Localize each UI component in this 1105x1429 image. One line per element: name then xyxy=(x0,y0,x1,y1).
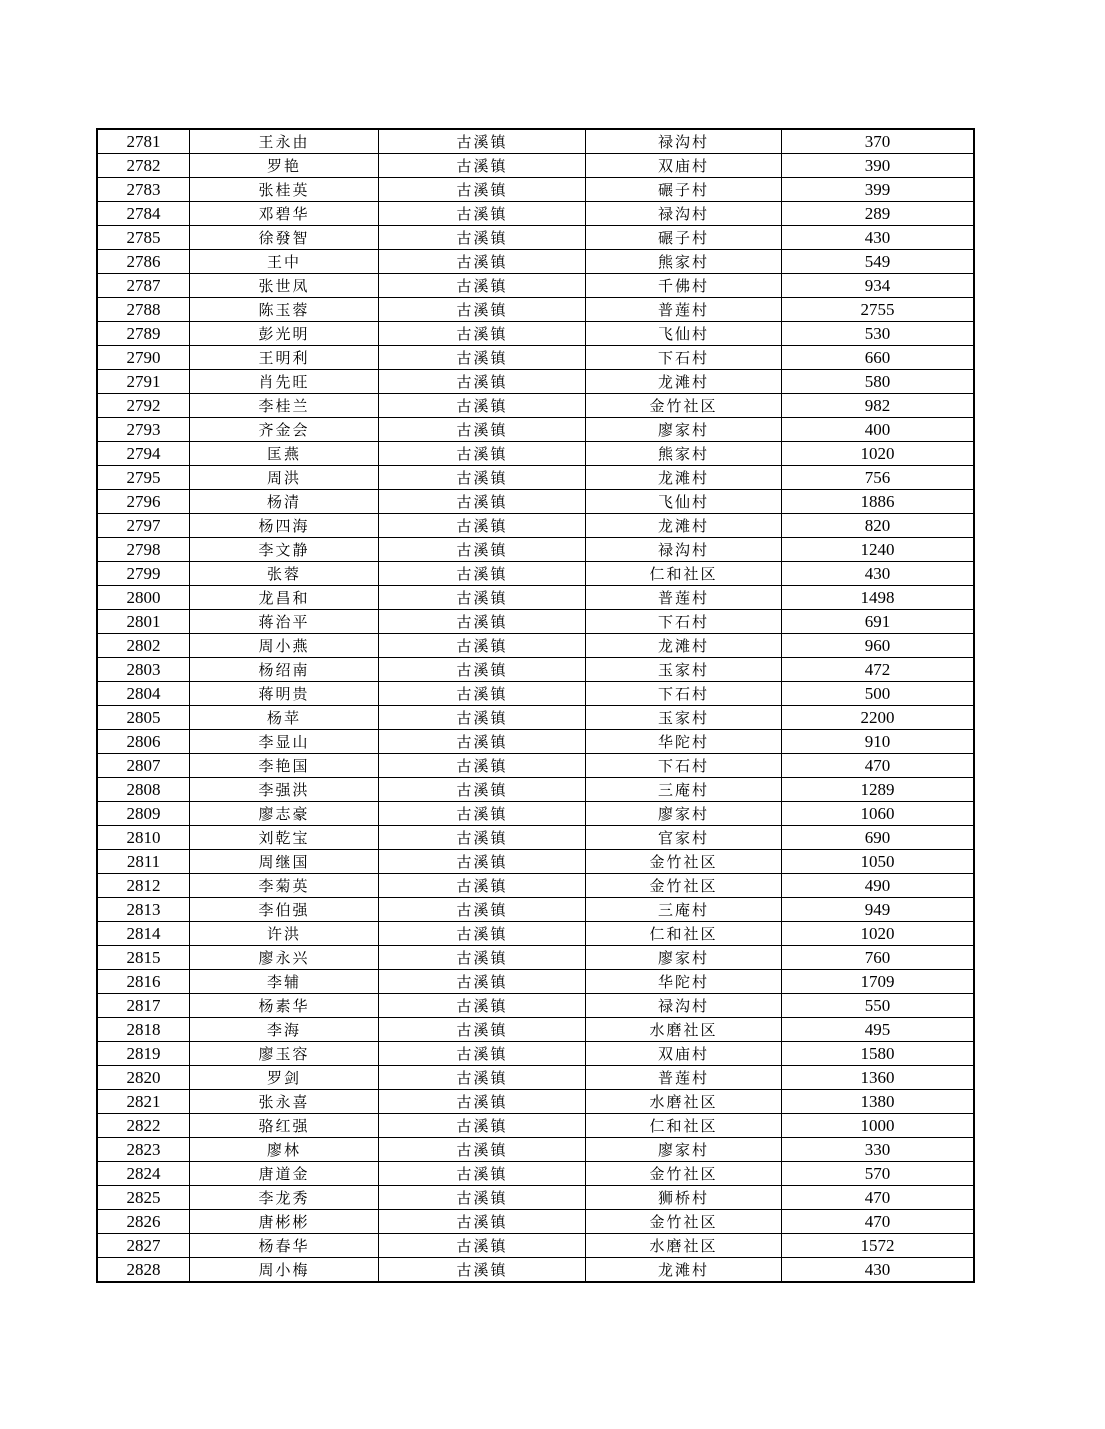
table-row xyxy=(98,130,974,154)
amount-cell: 470 xyxy=(782,1210,974,1234)
village-cell: 龙滩村 xyxy=(586,514,782,538)
name-cell: 张蓉 xyxy=(190,562,379,586)
name-cell: 李艳国 xyxy=(190,754,379,778)
name-cell: 李辅 xyxy=(190,970,379,994)
village-cell: 金竹社区 xyxy=(586,1210,782,1234)
village-cell: 华陀村 xyxy=(586,730,782,754)
town-cell: 古溪镇 xyxy=(379,826,586,850)
name-cell: 杨春华 xyxy=(190,1234,379,1258)
village-cell: 玉家村 xyxy=(586,658,782,682)
name-cell: 周小梅 xyxy=(190,1258,379,1282)
village-cell: 龙滩村 xyxy=(586,634,782,658)
amount-cell: 430 xyxy=(782,226,974,250)
village-cell: 三庵村 xyxy=(586,898,782,922)
village-cell: 华陀村 xyxy=(586,970,782,994)
row-number-cell: 2788 xyxy=(98,298,190,322)
town-cell: 古溪镇 xyxy=(379,226,586,250)
name-cell: 彭光明 xyxy=(190,322,379,346)
amount-cell: 370 xyxy=(782,130,974,154)
town-cell: 古溪镇 xyxy=(379,178,586,202)
name-cell: 李龙秀 xyxy=(190,1186,379,1210)
amount-cell: 1380 xyxy=(782,1090,974,1114)
village-cell: 禄沟村 xyxy=(586,130,782,154)
row-number-cell: 2816 xyxy=(98,970,190,994)
village-cell: 熊家村 xyxy=(586,442,782,466)
amount-cell: 2200 xyxy=(782,706,974,730)
table-row xyxy=(98,658,974,682)
table-row xyxy=(98,706,974,730)
village-cell: 金竹社区 xyxy=(586,850,782,874)
town-cell: 古溪镇 xyxy=(379,1066,586,1090)
town-cell: 古溪镇 xyxy=(379,706,586,730)
table-row xyxy=(98,1234,974,1258)
town-cell: 古溪镇 xyxy=(379,490,586,514)
amount-cell: 934 xyxy=(782,274,974,298)
table-row xyxy=(98,346,974,370)
name-cell: 周洪 xyxy=(190,466,379,490)
row-number-cell: 2797 xyxy=(98,514,190,538)
town-cell: 古溪镇 xyxy=(379,658,586,682)
table-row xyxy=(98,802,974,826)
amount-cell: 1498 xyxy=(782,586,974,610)
village-cell: 金竹社区 xyxy=(586,1162,782,1186)
town-cell: 古溪镇 xyxy=(379,874,586,898)
amount-cell: 430 xyxy=(782,1258,974,1282)
town-cell: 古溪镇 xyxy=(379,1018,586,1042)
village-cell: 狮桥村 xyxy=(586,1186,782,1210)
town-cell: 古溪镇 xyxy=(379,322,586,346)
amount-cell: 2755 xyxy=(782,298,974,322)
table-row xyxy=(98,1210,974,1234)
table-body xyxy=(98,130,974,1282)
table-row xyxy=(98,418,974,442)
amount-cell: 1000 xyxy=(782,1114,974,1138)
village-cell: 龙滩村 xyxy=(586,370,782,394)
amount-cell: 470 xyxy=(782,1186,974,1210)
town-cell: 古溪镇 xyxy=(379,1162,586,1186)
name-cell: 邓碧华 xyxy=(190,202,379,226)
town-cell: 古溪镇 xyxy=(379,130,586,154)
village-cell: 廖家村 xyxy=(586,946,782,970)
name-cell: 杨苹 xyxy=(190,706,379,730)
name-cell: 骆红强 xyxy=(190,1114,379,1138)
name-cell: 徐發智 xyxy=(190,226,379,250)
row-number-cell: 2825 xyxy=(98,1186,190,1210)
amount-cell: 550 xyxy=(782,994,974,1018)
town-cell: 古溪镇 xyxy=(379,562,586,586)
village-cell: 廖家村 xyxy=(586,802,782,826)
amount-cell: 1886 xyxy=(782,490,974,514)
row-number-cell: 2822 xyxy=(98,1114,190,1138)
amount-cell: 690 xyxy=(782,826,974,850)
village-cell: 双庙村 xyxy=(586,1042,782,1066)
village-cell: 飞仙村 xyxy=(586,322,782,346)
row-number-cell: 2792 xyxy=(98,394,190,418)
row-number-cell: 2787 xyxy=(98,274,190,298)
table-row xyxy=(98,850,974,874)
row-number-cell: 2802 xyxy=(98,634,190,658)
village-cell: 廖家村 xyxy=(586,1138,782,1162)
name-cell: 李文静 xyxy=(190,538,379,562)
town-cell: 古溪镇 xyxy=(379,370,586,394)
amount-cell: 470 xyxy=(782,754,974,778)
town-cell: 古溪镇 xyxy=(379,250,586,274)
name-cell: 杨绍南 xyxy=(190,658,379,682)
amount-cell: 495 xyxy=(782,1018,974,1042)
amount-cell: 1050 xyxy=(782,850,974,874)
amount-cell: 1020 xyxy=(782,442,974,466)
village-cell: 飞仙村 xyxy=(586,490,782,514)
table-row xyxy=(98,778,974,802)
row-number-cell: 2782 xyxy=(98,154,190,178)
name-cell: 张永喜 xyxy=(190,1090,379,1114)
table-row xyxy=(98,874,974,898)
table-row xyxy=(98,1114,974,1138)
name-cell: 李桂兰 xyxy=(190,394,379,418)
amount-cell: 580 xyxy=(782,370,974,394)
amount-cell: 500 xyxy=(782,682,974,706)
row-number-cell: 2808 xyxy=(98,778,190,802)
table-row xyxy=(98,274,974,298)
name-cell: 李强洪 xyxy=(190,778,379,802)
village-cell: 普莲村 xyxy=(586,586,782,610)
table-row xyxy=(98,394,974,418)
amount-cell: 1580 xyxy=(782,1042,974,1066)
table-row xyxy=(98,1090,974,1114)
row-number-cell: 2820 xyxy=(98,1066,190,1090)
amount-cell: 549 xyxy=(782,250,974,274)
row-number-cell: 2817 xyxy=(98,994,190,1018)
town-cell: 古溪镇 xyxy=(379,850,586,874)
amount-cell: 949 xyxy=(782,898,974,922)
name-cell: 王中 xyxy=(190,250,379,274)
town-cell: 古溪镇 xyxy=(379,610,586,634)
town-cell: 古溪镇 xyxy=(379,274,586,298)
amount-cell: 1289 xyxy=(782,778,974,802)
amount-cell: 570 xyxy=(782,1162,974,1186)
row-number-cell: 2783 xyxy=(98,178,190,202)
table-row xyxy=(98,370,974,394)
name-cell: 许洪 xyxy=(190,922,379,946)
table-row xyxy=(98,730,974,754)
town-cell: 古溪镇 xyxy=(379,778,586,802)
amount-cell: 982 xyxy=(782,394,974,418)
amount-cell: 660 xyxy=(782,346,974,370)
village-cell: 三庵村 xyxy=(586,778,782,802)
row-number-cell: 2799 xyxy=(98,562,190,586)
table-row xyxy=(98,1066,974,1090)
name-cell: 匡燕 xyxy=(190,442,379,466)
table-row xyxy=(98,562,974,586)
town-cell: 古溪镇 xyxy=(379,802,586,826)
row-number-cell: 2793 xyxy=(98,418,190,442)
amount-cell: 691 xyxy=(782,610,974,634)
town-cell: 古溪镇 xyxy=(379,202,586,226)
table-row xyxy=(98,466,974,490)
table-row xyxy=(98,946,974,970)
table-row xyxy=(98,922,974,946)
table-row xyxy=(98,1162,974,1186)
amount-cell: 1709 xyxy=(782,970,974,994)
row-number-cell: 2804 xyxy=(98,682,190,706)
row-number-cell: 2794 xyxy=(98,442,190,466)
village-cell: 龙滩村 xyxy=(586,1258,782,1282)
table-row xyxy=(98,322,974,346)
village-cell: 禄沟村 xyxy=(586,202,782,226)
name-cell: 罗剑 xyxy=(190,1066,379,1090)
table-row xyxy=(98,1042,974,1066)
amount-cell: 330 xyxy=(782,1138,974,1162)
amount-cell: 960 xyxy=(782,634,974,658)
row-number-cell: 2810 xyxy=(98,826,190,850)
row-number-cell: 2813 xyxy=(98,898,190,922)
town-cell: 古溪镇 xyxy=(379,442,586,466)
village-cell: 水磨社区 xyxy=(586,1234,782,1258)
village-cell: 双庙村 xyxy=(586,154,782,178)
row-number-cell: 2827 xyxy=(98,1234,190,1258)
village-cell: 廖家村 xyxy=(586,418,782,442)
name-cell: 杨清 xyxy=(190,490,379,514)
table-row xyxy=(98,538,974,562)
row-number-cell: 2821 xyxy=(98,1090,190,1114)
village-cell: 龙滩村 xyxy=(586,466,782,490)
name-cell: 王永由 xyxy=(190,130,379,154)
town-cell: 古溪镇 xyxy=(379,898,586,922)
village-cell: 禄沟村 xyxy=(586,994,782,1018)
row-number-cell: 2814 xyxy=(98,922,190,946)
town-cell: 古溪镇 xyxy=(379,634,586,658)
row-number-cell: 2796 xyxy=(98,490,190,514)
town-cell: 古溪镇 xyxy=(379,298,586,322)
row-number-cell: 2784 xyxy=(98,202,190,226)
table-row xyxy=(98,1138,974,1162)
amount-cell: 530 xyxy=(782,322,974,346)
row-number-cell: 2824 xyxy=(98,1162,190,1186)
village-cell: 水磨社区 xyxy=(586,1018,782,1042)
village-cell: 仁和社区 xyxy=(586,922,782,946)
name-cell: 杨四海 xyxy=(190,514,379,538)
name-cell: 龙昌和 xyxy=(190,586,379,610)
table-row xyxy=(98,202,974,226)
data-table xyxy=(97,129,974,1282)
row-number-cell: 2828 xyxy=(98,1258,190,1282)
town-cell: 古溪镇 xyxy=(379,730,586,754)
village-cell: 千佛村 xyxy=(586,274,782,298)
table-row xyxy=(98,994,974,1018)
town-cell: 古溪镇 xyxy=(379,970,586,994)
table-row xyxy=(98,178,974,202)
name-cell: 陈玉蓉 xyxy=(190,298,379,322)
town-cell: 古溪镇 xyxy=(379,682,586,706)
table-row xyxy=(98,634,974,658)
name-cell: 齐金会 xyxy=(190,418,379,442)
name-cell: 唐道金 xyxy=(190,1162,379,1186)
name-cell: 李伯强 xyxy=(190,898,379,922)
town-cell: 古溪镇 xyxy=(379,994,586,1018)
table-row xyxy=(98,490,974,514)
town-cell: 古溪镇 xyxy=(379,946,586,970)
table-row xyxy=(98,898,974,922)
row-number-cell: 2801 xyxy=(98,610,190,634)
name-cell: 肖先旺 xyxy=(190,370,379,394)
name-cell: 周继国 xyxy=(190,850,379,874)
village-cell: 下石村 xyxy=(586,346,782,370)
amount-cell: 400 xyxy=(782,418,974,442)
row-number-cell: 2812 xyxy=(98,874,190,898)
row-number-cell: 2786 xyxy=(98,250,190,274)
table-row xyxy=(98,610,974,634)
amount-cell: 756 xyxy=(782,466,974,490)
village-cell: 金竹社区 xyxy=(586,394,782,418)
row-number-cell: 2803 xyxy=(98,658,190,682)
village-cell: 熊家村 xyxy=(586,250,782,274)
row-number-cell: 2826 xyxy=(98,1210,190,1234)
town-cell: 古溪镇 xyxy=(379,754,586,778)
amount-cell: 1020 xyxy=(782,922,974,946)
village-cell: 玉家村 xyxy=(586,706,782,730)
name-cell: 廖玉容 xyxy=(190,1042,379,1066)
town-cell: 古溪镇 xyxy=(379,586,586,610)
table-row xyxy=(98,226,974,250)
table-row xyxy=(98,1018,974,1042)
row-number-cell: 2818 xyxy=(98,1018,190,1042)
town-cell: 古溪镇 xyxy=(379,1186,586,1210)
table-row xyxy=(98,826,974,850)
table-row xyxy=(98,1186,974,1210)
town-cell: 古溪镇 xyxy=(379,1090,586,1114)
village-cell: 金竹社区 xyxy=(586,874,782,898)
town-cell: 古溪镇 xyxy=(379,1210,586,1234)
amount-cell: 390 xyxy=(782,154,974,178)
town-cell: 古溪镇 xyxy=(379,1138,586,1162)
name-cell: 李海 xyxy=(190,1018,379,1042)
row-number-cell: 2791 xyxy=(98,370,190,394)
name-cell: 李显山 xyxy=(190,730,379,754)
town-cell: 古溪镇 xyxy=(379,346,586,370)
table-row xyxy=(98,682,974,706)
table-row xyxy=(98,442,974,466)
row-number-cell: 2811 xyxy=(98,850,190,874)
amount-cell: 289 xyxy=(782,202,974,226)
name-cell: 罗艳 xyxy=(190,154,379,178)
amount-cell: 1572 xyxy=(782,1234,974,1258)
town-cell: 古溪镇 xyxy=(379,466,586,490)
row-number-cell: 2809 xyxy=(98,802,190,826)
table-row xyxy=(98,1258,974,1282)
town-cell: 古溪镇 xyxy=(379,1258,586,1282)
village-cell: 仁和社区 xyxy=(586,562,782,586)
town-cell: 古溪镇 xyxy=(379,1114,586,1138)
amount-cell: 1360 xyxy=(782,1066,974,1090)
town-cell: 古溪镇 xyxy=(379,394,586,418)
row-number-cell: 2790 xyxy=(98,346,190,370)
town-cell: 古溪镇 xyxy=(379,514,586,538)
village-cell: 禄沟村 xyxy=(586,538,782,562)
name-cell: 杨素华 xyxy=(190,994,379,1018)
table-row xyxy=(98,970,974,994)
table-row xyxy=(98,514,974,538)
village-cell: 普莲村 xyxy=(586,1066,782,1090)
name-cell: 蒋明贵 xyxy=(190,682,379,706)
row-number-cell: 2785 xyxy=(98,226,190,250)
village-cell: 下石村 xyxy=(586,610,782,634)
row-number-cell: 2800 xyxy=(98,586,190,610)
amount-cell: 472 xyxy=(782,658,974,682)
name-cell: 张桂英 xyxy=(190,178,379,202)
table-row xyxy=(98,154,974,178)
row-number-cell: 2806 xyxy=(98,730,190,754)
name-cell: 廖林 xyxy=(190,1138,379,1162)
row-number-cell: 2823 xyxy=(98,1138,190,1162)
amount-cell: 820 xyxy=(782,514,974,538)
row-number-cell: 2798 xyxy=(98,538,190,562)
amount-cell: 430 xyxy=(782,562,974,586)
amount-cell: 760 xyxy=(782,946,974,970)
row-number-cell: 2815 xyxy=(98,946,190,970)
amount-cell: 490 xyxy=(782,874,974,898)
name-cell: 刘乾宝 xyxy=(190,826,379,850)
name-cell: 廖永兴 xyxy=(190,946,379,970)
town-cell: 古溪镇 xyxy=(379,1234,586,1258)
name-cell: 李菊英 xyxy=(190,874,379,898)
amount-cell: 1060 xyxy=(782,802,974,826)
town-cell: 古溪镇 xyxy=(379,538,586,562)
table-row xyxy=(98,298,974,322)
amount-cell: 399 xyxy=(782,178,974,202)
name-cell: 蒋治平 xyxy=(190,610,379,634)
name-cell: 周小燕 xyxy=(190,634,379,658)
village-cell: 碾子村 xyxy=(586,226,782,250)
row-number-cell: 2805 xyxy=(98,706,190,730)
name-cell: 廖志豪 xyxy=(190,802,379,826)
village-cell: 下石村 xyxy=(586,682,782,706)
town-cell: 古溪镇 xyxy=(379,1042,586,1066)
name-cell: 唐彬彬 xyxy=(190,1210,379,1234)
town-cell: 古溪镇 xyxy=(379,922,586,946)
table-row xyxy=(98,586,974,610)
row-number-cell: 2795 xyxy=(98,466,190,490)
table-row xyxy=(98,754,974,778)
village-cell: 仁和社区 xyxy=(586,1114,782,1138)
village-cell: 官家村 xyxy=(586,826,782,850)
row-number-cell: 2819 xyxy=(98,1042,190,1066)
row-number-cell: 2789 xyxy=(98,322,190,346)
town-cell: 古溪镇 xyxy=(379,418,586,442)
amount-cell: 910 xyxy=(782,730,974,754)
village-cell: 下石村 xyxy=(586,754,782,778)
town-cell: 古溪镇 xyxy=(379,154,586,178)
row-number-cell: 2781 xyxy=(98,130,190,154)
table-row xyxy=(98,250,974,274)
name-cell: 张世凤 xyxy=(190,274,379,298)
amount-cell: 1240 xyxy=(782,538,974,562)
row-number-cell: 2807 xyxy=(98,754,190,778)
village-cell: 普莲村 xyxy=(586,298,782,322)
village-cell: 水磨社区 xyxy=(586,1090,782,1114)
village-cell: 碾子村 xyxy=(586,178,782,202)
name-cell: 王明利 xyxy=(190,346,379,370)
